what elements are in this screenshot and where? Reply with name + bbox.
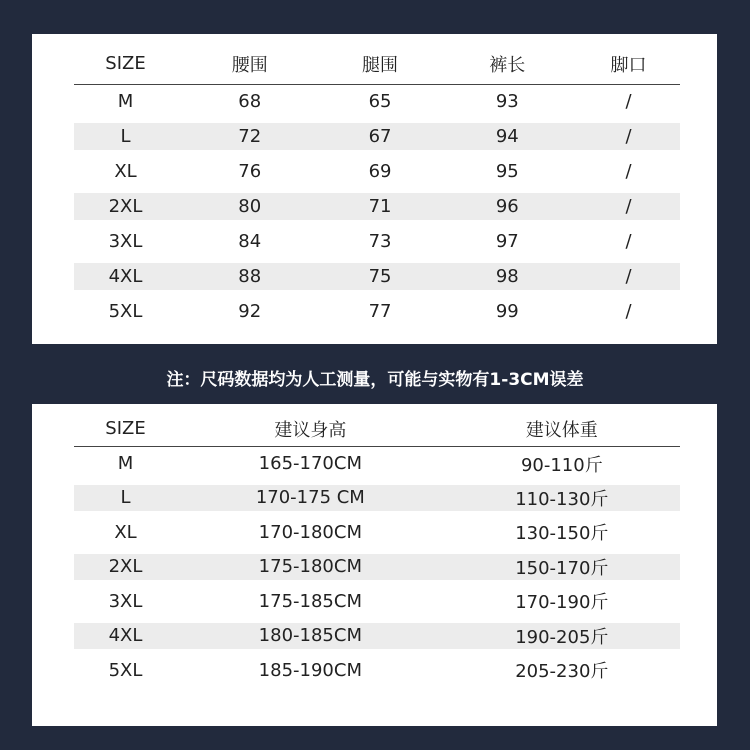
cell-hem: /	[625, 91, 632, 113]
cell-hem: /	[625, 231, 632, 252]
size-measurement-table	[74, 44, 680, 329]
cell-pants-length: 97	[495, 231, 519, 252]
cell-height: 185-190CM	[258, 659, 362, 681]
cell-size: 2XL	[74, 189, 177, 224]
header-size: SIZE	[74, 44, 177, 84]
table-row	[74, 119, 680, 154]
cell-waist: 84	[238, 231, 262, 252]
cell-waist: 88	[177, 259, 322, 294]
cell-height: 175-185CM	[258, 590, 362, 612]
cell-thigh: 73	[368, 231, 392, 252]
cell-weight: 130-150斤	[515, 523, 609, 545]
header-waist: 腰围	[177, 44, 322, 84]
cell-height: 165-170CM	[258, 453, 362, 474]
cell-thigh: 67	[322, 119, 437, 154]
table-row	[74, 446, 680, 481]
header-size: SIZE	[74, 412, 177, 446]
cell-hem: /	[625, 301, 632, 322]
cell-weight: 150-170斤	[444, 550, 680, 585]
cell-waist: 72	[177, 119, 322, 154]
cell-size: M	[117, 453, 134, 474]
table-row	[74, 550, 680, 585]
cell-weight: 110-130斤	[444, 481, 680, 516]
cell-waist: 80	[177, 189, 322, 224]
cell-hem: /	[577, 259, 680, 294]
header-thigh: 腿围	[322, 44, 437, 84]
cell-size: 2XL	[74, 550, 177, 585]
cell-size: 5XL	[108, 301, 143, 322]
cell-size: 4XL	[74, 259, 177, 294]
cell-hem: /	[577, 119, 680, 154]
cell-thigh: 65	[368, 91, 392, 113]
size-recommendation-panel	[32, 404, 717, 726]
cell-pants-length: 96	[438, 189, 577, 224]
table-row	[74, 619, 680, 654]
table-row	[74, 259, 680, 294]
cell-size: 4XL	[74, 619, 177, 654]
cell-hem: /	[625, 161, 632, 182]
table-row	[74, 84, 680, 119]
table-row	[74, 189, 680, 224]
cell-height: 180-185CM	[177, 619, 444, 654]
cell-size: M	[117, 91, 134, 113]
table-header-row	[74, 44, 680, 84]
table-row	[74, 653, 680, 688]
cell-size: L	[74, 119, 177, 154]
table-row	[74, 515, 680, 550]
cell-thigh: 71	[322, 189, 437, 224]
header-pants-length: 裤长	[438, 44, 577, 84]
cell-weight: 190-205斤	[444, 619, 680, 654]
measurement-note: 注：尺码数据均为人工测量，可能与实物有1-3CM误差	[166, 370, 584, 390]
table-row	[74, 481, 680, 516]
cell-waist: 68	[238, 91, 262, 113]
cell-size: 3XL	[108, 231, 143, 252]
cell-size: 5XL	[108, 659, 143, 681]
table-row	[74, 584, 680, 619]
cell-pants-length: 99	[495, 301, 519, 322]
cell-size: L	[74, 481, 177, 516]
cell-pants-length: 95	[495, 161, 519, 182]
cell-weight: 90-110斤	[520, 454, 603, 476]
table-row	[74, 294, 680, 329]
cell-thigh: 69	[368, 161, 392, 182]
header-hem: 脚口	[577, 44, 680, 84]
header-recommended-height: 建议身高	[177, 412, 444, 446]
table-header-row	[74, 412, 680, 446]
cell-weight: 170-190斤	[515, 592, 609, 614]
header-recommended-weight: 建议体重	[444, 412, 680, 446]
cell-weight: 205-230斤	[515, 661, 609, 683]
cell-size: XL	[114, 521, 137, 543]
cell-waist: 92	[238, 301, 262, 322]
cell-thigh: 77	[368, 301, 392, 322]
size-measurement-panel	[32, 34, 717, 344]
cell-waist: 76	[238, 161, 262, 182]
cell-pants-length: 93	[495, 91, 519, 113]
cell-hem: /	[577, 189, 680, 224]
cell-height: 175-180CM	[177, 550, 444, 585]
cell-pants-length: 98	[438, 259, 577, 294]
size-recommendation-table	[74, 412, 680, 688]
cell-height: 170-180CM	[258, 521, 362, 543]
cell-size: 3XL	[108, 590, 143, 612]
cell-pants-length: 94	[438, 119, 577, 154]
table-row	[74, 224, 680, 259]
cell-size: XL	[114, 161, 137, 182]
cell-thigh: 75	[322, 259, 437, 294]
cell-height: 170-175 CM	[177, 481, 444, 516]
table-row	[74, 154, 680, 189]
